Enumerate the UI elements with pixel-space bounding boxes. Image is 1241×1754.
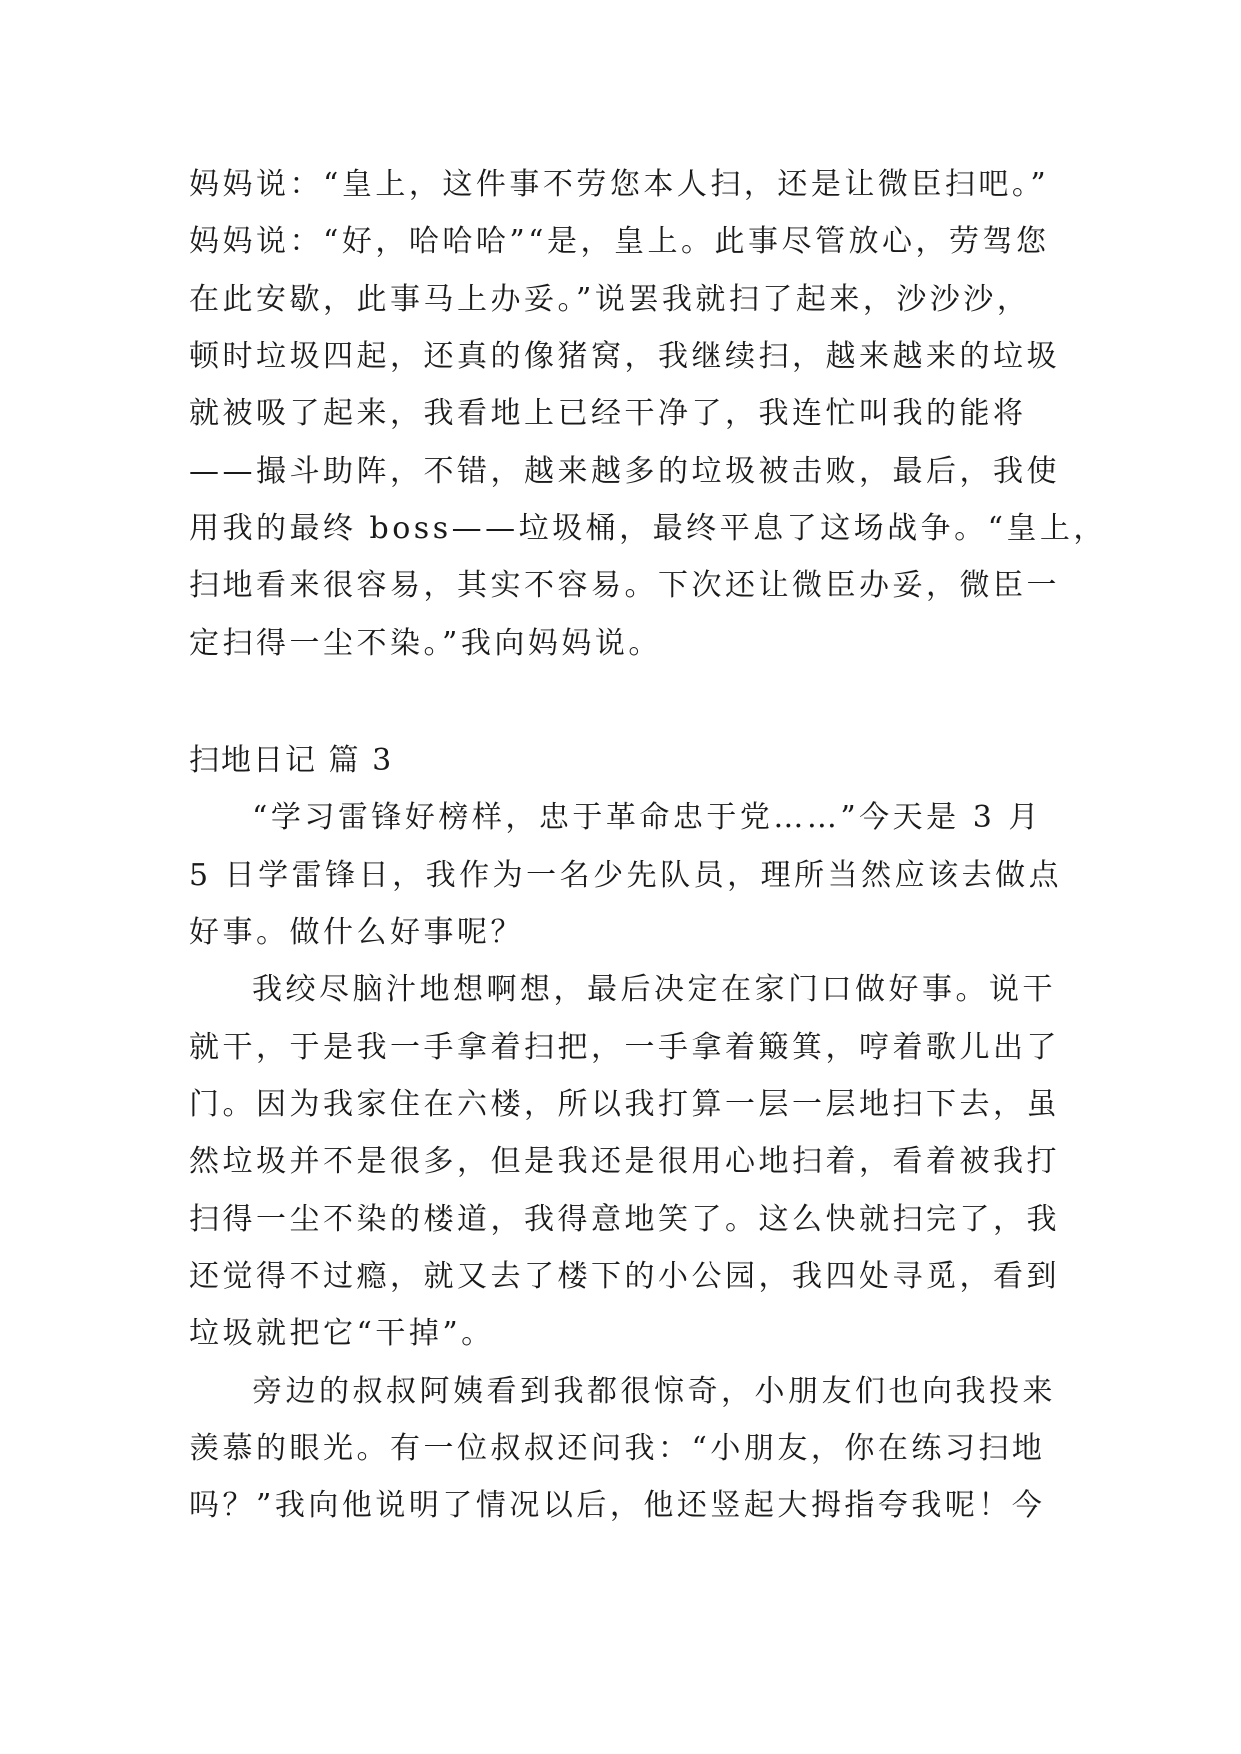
paragraph-start-line: 旁边的叔叔阿姨看到我都很惊奇，小朋友们也向我投来 xyxy=(252,1374,1056,1409)
text-line: 吗？”我向他说明了情况以后，他还竖起大拇指夸我呢！今 xyxy=(189,1488,1046,1523)
text-line: ——撮斗助阵，不错，越来越多的垃圾被击败，最后，我使 xyxy=(189,454,1060,489)
text-line: 羡慕的眼光。有一位叔叔还问我：“小朋友，你在练习扫地 xyxy=(189,1431,1046,1466)
text-line: 就干，于是我一手拿着扫把，一手拿着簸箕，哼着歌儿出了 xyxy=(189,1030,1060,1065)
text-line: 就被吸了起来，我看地上已经干净了，我连忙叫我的能将 xyxy=(189,396,1027,431)
text-line: 扫地看来很容易，其实不容易。下次还让微臣办妥，微臣一 xyxy=(189,568,1060,603)
text-line: 定扫得一尘不染。”我向妈妈说。 xyxy=(189,626,662,661)
text-line: 妈妈说：“好，哈哈哈”“是，皇上。此事尽管放心，劳驾您 xyxy=(189,224,1050,259)
text-line: 还觉得不过瘾，就又去了楼下的小公园，我四处寻觅，看到 xyxy=(189,1259,1060,1294)
text-line: 门。因为我家住在六楼，所以我打算一层一层地扫下去，虽 xyxy=(189,1087,1060,1122)
text-line: 顿时垃圾四起，还真的像猪窝，我继续扫，越来越来的垃圾 xyxy=(189,339,1060,374)
text-line: 然垃圾并不是很多，但是我还是很用心地扫着，看着被我打 xyxy=(189,1144,1060,1179)
paragraph-start-line: “学习雷锋好榜样，忠于革命忠于党……”今天是 3 月 xyxy=(252,800,1042,835)
text-line: 用我的最终 boss——垃圾桶，最终平息了这场战争。“皇上， xyxy=(189,511,1107,546)
section-heading: 扫地日记 篇 3 xyxy=(189,743,394,778)
text-line: 垃圾就把它“干掉”。 xyxy=(189,1316,495,1351)
text-line: 扫得一尘不染的楼道，我得意地笑了。这么快就扫完了，我 xyxy=(189,1202,1060,1237)
text-line: 妈妈说：“皇上，这件事不劳您本人扫，还是让微臣扫吧。” xyxy=(189,167,1050,202)
paragraph-start-line: 我绞尽脑汁地想啊想，最后决定在家门口做好事。说干 xyxy=(252,972,1056,1007)
text-line: 好事。做什么好事呢？ xyxy=(189,915,524,950)
text-line: 在此安歇，此事马上办妥。”说罢我就扫了起来，沙沙沙， xyxy=(189,282,1031,317)
text-line: 5 日学雷锋日，我作为一名少先队员，理所当然应该去做点 xyxy=(189,858,1063,893)
